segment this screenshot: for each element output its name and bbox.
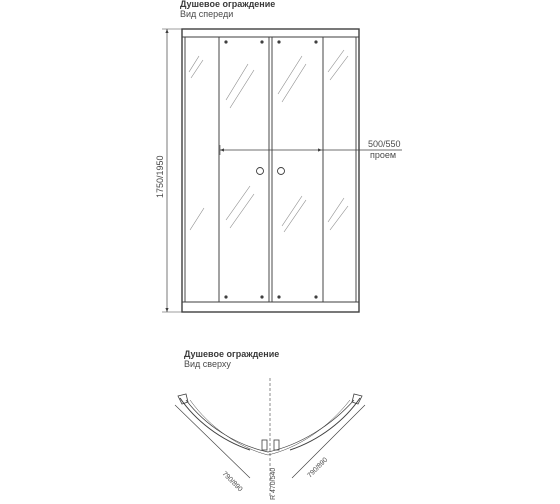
handle-left — [257, 168, 264, 175]
panel-left-door — [219, 37, 269, 302]
side-dim-left-value: 790/890 — [220, 470, 244, 494]
front-view-title: Душевое ограждение — [180, 0, 276, 9]
radius-dim-value: R 470/540 — [270, 467, 277, 500]
height-dim-value: 1750/1950 — [155, 155, 165, 198]
opening-dim-value: 500/550 — [368, 139, 401, 149]
rollers — [224, 40, 317, 298]
panel-left-fixed — [185, 37, 219, 302]
panel-right-door — [272, 37, 323, 302]
side-dim-left — [175, 405, 250, 478]
door-handle-right — [274, 440, 279, 450]
handle-right — [278, 168, 285, 175]
panel-right-fixed — [323, 37, 356, 302]
front-view-subtitle: Вид спереди — [180, 9, 234, 19]
side-dim-right — [292, 405, 365, 478]
side-dim-right-value: 790/890 — [306, 456, 330, 480]
front-view-drawing — [162, 29, 402, 312]
top-view-title: Душевое ограждение — [184, 349, 280, 359]
outer-frame — [182, 29, 359, 312]
opening-dim-label: проем — [370, 150, 397, 160]
door-handle-left — [262, 440, 267, 450]
top-view-subtitle: Вид сверху — [184, 359, 231, 369]
inner-frame — [185, 37, 356, 302]
glass-reflection-marks — [189, 50, 348, 232]
